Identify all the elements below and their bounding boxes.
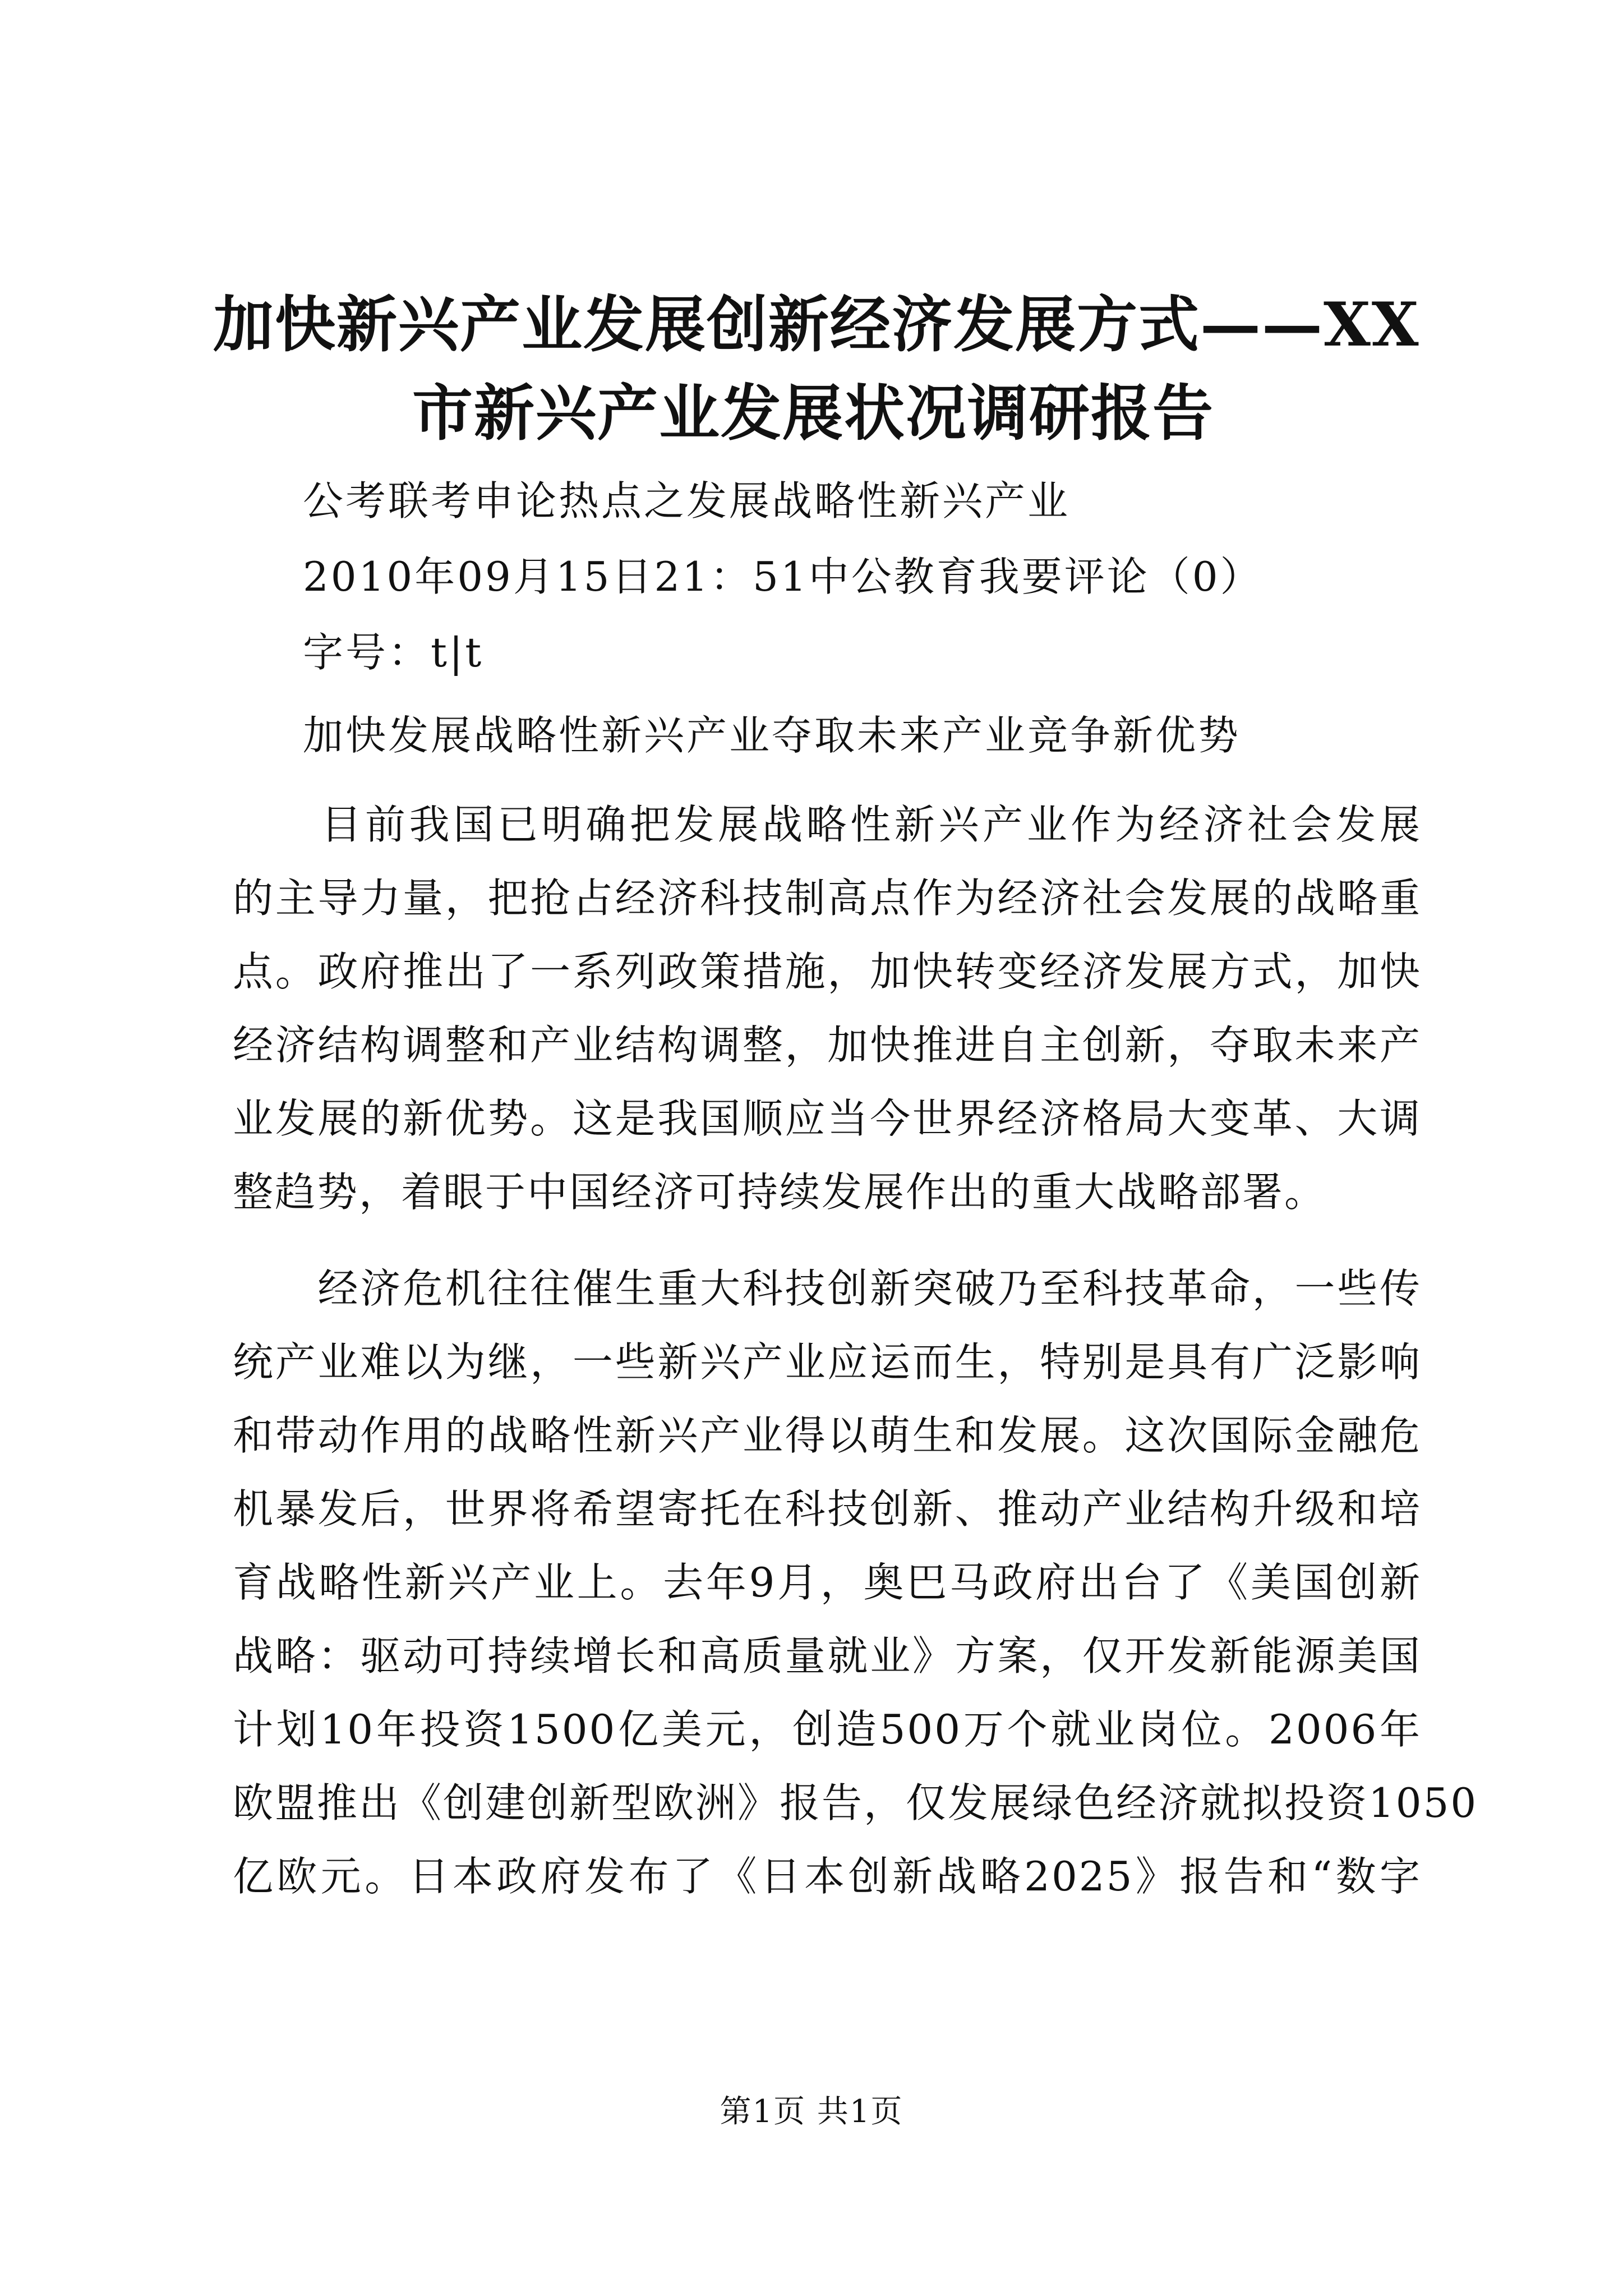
paragraph-line: 经济结构调整和产业结构调整，加快推进自主创新，夺取未来产 xyxy=(233,1022,1422,1069)
paragraph-line: 育战略性新兴产业上。去年9月，奥巴马政府出台了《美国创新 xyxy=(233,1559,1422,1606)
paragraph-line: 目前我国已明确把发展战略性新兴产业作为经济社会发展 xyxy=(233,801,1422,848)
paragraph-line: 经济危机往往催生重大科技创新突破乃至科技革命，一些传 xyxy=(233,1265,1422,1312)
paragraph-line: 亿欧元。日本政府发布了《日本创新战略2025》报告和“数字 xyxy=(233,1853,1422,1900)
paragraph-line: 和带动作用的战略性新兴产业得以萌生和发展。这次国际金融危 xyxy=(233,1412,1422,1459)
paragraph-line: 整趋势，着眼于中国经济可持续发展作出的重大战略部署。 xyxy=(233,1168,1327,1216)
subtitle: 公考联考申论热点之发展战略性新兴产业 xyxy=(303,477,1071,524)
page-footer: 第1页 共1页 xyxy=(720,2093,903,2130)
document-title xyxy=(213,280,1420,458)
title-line-2: 市新兴产业发展状况调研报告 xyxy=(412,378,1214,449)
paragraph-line: 计划10年投资1500亿美元，创造500万个就业岗位。2006年 xyxy=(233,1706,1422,1753)
paragraph-2 xyxy=(233,1252,1478,1913)
paragraph-line: 欧盟推出《创建创新型欧洲》报告，仅发展绿色经济就拟投资1050 xyxy=(233,1779,1478,1826)
paragraph-line: 统产业难以为继，一些新兴产业应运而生，特别是具有广泛影响 xyxy=(233,1338,1422,1386)
dateline: 2010年09月15日21：51中公教育我要评论（0） xyxy=(303,553,1263,600)
paragraph-line: 战略：驱动可持续增长和高质量就业》方案，仅开发新能源美国 xyxy=(233,1632,1422,1680)
paragraph-line: 点。政府推出了一系列政策措施，加快转变经济发展方式，加快 xyxy=(233,948,1422,995)
paragraph-1 xyxy=(233,788,1422,1229)
section-heading: 加快发展战略性新兴产业夺取未来产业竞争新优势 xyxy=(303,712,1241,759)
font-size-label: 字号：t|t xyxy=(303,629,484,676)
paragraph-line: 的主导力量，把抢占经济科技制高点作为经济社会发展的战略重 xyxy=(233,875,1422,922)
paragraph-line: 机暴发后，世界将希望寄托在科技创新、推动产业结构升级和培 xyxy=(233,1485,1422,1533)
title-line-1: 加快新兴产业发展创新经济发展方式——XX xyxy=(213,289,1420,360)
paragraph-line: 业发展的新优势。这是我国顺应当今世界经济格局大变革、大调 xyxy=(233,1095,1422,1142)
